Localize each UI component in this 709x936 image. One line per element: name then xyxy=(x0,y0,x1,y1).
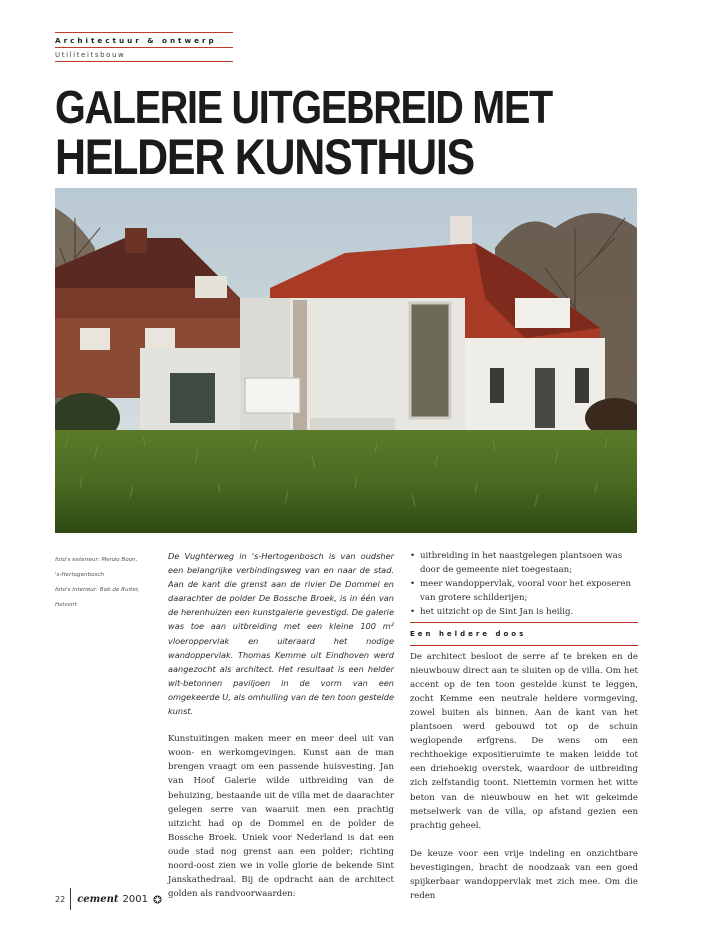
list-item-text: uitbreiding in het naastgelegen plantsoen was door de gemeente niet toegestaan; xyxy=(420,551,623,576)
list-item xyxy=(410,605,638,619)
page-number: 22 xyxy=(55,894,66,904)
photo-credits xyxy=(55,553,155,613)
list-item xyxy=(410,549,638,577)
subheading-block xyxy=(410,622,638,645)
list-item-text: meer wandoppervlak, vooral voor het exposeren van grotere schilderijen; xyxy=(420,579,632,604)
conditions-list xyxy=(410,549,638,619)
bullet-icon: • xyxy=(410,579,416,590)
subheading: Een heldere doos xyxy=(410,630,527,639)
list-item-text: het uitzicht op de Sint Jan is heilig. xyxy=(420,607,574,618)
magazine-brand: cement xyxy=(77,893,119,905)
bottom-rule xyxy=(55,61,233,62)
body-paragraph: Kunstuitingen maken meer en meer deel uit van woon- en werkomgevingen. Kunst aan de man brengen vraagt om een passende huisvesting. Jan van Hoof Galerie wilde uitbreiding van de behuizing, bestaande uit de villa met de daarachter gelegen serre van waaruit men een prachtig uitzicht had op de Dommel en de polder de Bossche Broek. Uniek voor Nederland is dat een oude stad nog grenst aan een polder; richting noord-oost zien we in volle glorie de bekende Sint Janskathedraal. Bij de opdracht aan de architect golden als randvoorwaarden: xyxy=(168,734,394,900)
credit-line: foto's exterieur: Menzo Boon, xyxy=(55,557,138,563)
section-title: Architectuur & ontwerp xyxy=(55,36,217,45)
list-item xyxy=(410,577,638,605)
page-footer xyxy=(55,888,162,910)
footer-divider xyxy=(70,888,71,910)
bullet-icon: • xyxy=(410,607,416,618)
bullet-icon: • xyxy=(410,551,416,561)
credit-line: Helvoirt xyxy=(55,602,77,608)
issue-year: 2001 xyxy=(122,893,148,905)
body-paragraph: De keuze voor een vrije indeling en onzichtbare bevestigingen, bracht de noodzaak van een goed spijkerbaar wandoppervlak met zich mee. Om die reden xyxy=(410,848,638,902)
headline-line-2: HELDER KUNSTHUIS xyxy=(55,129,474,185)
credit-line: foto's interieur: Bob de Ruiter, xyxy=(55,587,140,593)
brand-logo-icon xyxy=(153,895,162,904)
gallery-photo xyxy=(55,188,637,533)
section-header xyxy=(55,32,233,62)
credit-line: 's-Hertogenbosch xyxy=(55,572,105,578)
body-paragraph: De architect besloot de serre af te breken en de nieuwbouw direct aan te sluiten op de villa. Om het accent op de ten toon gestelde kunst te leggen, zocht Kemme een neutrale heldere vormgeving, zowel buiten als binnen. Aan de kant van het plantsoen werd gebouwd tot op de schuin weglopende erfgrens. De wens om een rechthoekige expositieruimte te maken leidde tot een driehoekig overstek, waardoor de uitbreiding zich zelfstandig toont. Niettemin vormen het witte beton van de nieuwbouw en het wit gekeimde metselwerk van de villa, op afstand gezien een prachtig geheel. xyxy=(410,651,638,831)
text-column-1 xyxy=(168,549,394,915)
headline-line-1: GALERIE UITGEBREID MET xyxy=(55,81,552,133)
intro-paragraph: De Vughterweg in 's-Hertogenbosch is van oudsher een belangrijke verbindingsweg van en naar de stad. Aan de kant die grenst aan de rivier De Dommel en daarachter de polder De Bossche Broek, is in één van de herenhuizen een kunstgalerie gevestigd. De galerie was toe aan uitbreiding met een kleine 100 m² vloeroppervlak en uiteraard het nodige wandoppervlak. Thomas Kemme uit Eindhoven werd aangezocht als architect. Het resultaat is een helder wit-betonnen paviljoen in de vorm van een omgekeerde U, als omhulling van de ten toon gestelde kunst. xyxy=(168,551,394,717)
text-column-2 xyxy=(410,549,638,917)
article-headline xyxy=(55,81,655,185)
section-subtitle: Utiliteitsbouw xyxy=(55,51,126,59)
subheading-rule-bottom xyxy=(410,645,638,646)
